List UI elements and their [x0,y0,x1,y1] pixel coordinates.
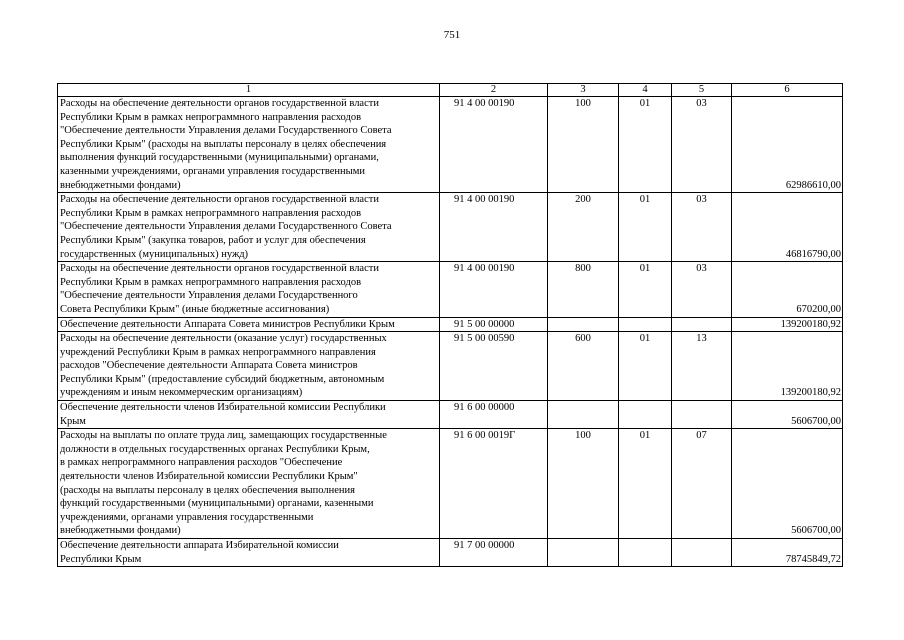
row-subsection: 03 [672,193,732,262]
row-subsection [672,317,732,332]
row-amount: 5606700,00 [732,429,843,539]
column-header: 4 [619,84,672,97]
table-row [58,539,843,567]
table-row [58,332,843,401]
row-section: 01 [619,332,672,401]
row-description: Обеспечение деятельности аппарата Избирательной комиссии Республики Крым [58,539,440,567]
row-target-code: 91 5 00 00000 [440,317,548,332]
row-expense-type: 100 [548,429,619,539]
row-section [619,317,672,332]
row-section [619,401,672,429]
row-target-code: 91 7 00 00000 [440,539,548,567]
column-header: 3 [548,84,619,97]
table-row [58,262,843,317]
row-expense-type [548,401,619,429]
row-target-code: 91 4 00 00190 [440,97,548,193]
row-expense-type: 100 [548,97,619,193]
row-section: 01 [619,262,672,317]
row-subsection [672,539,732,567]
column-header: 1 [58,84,440,97]
row-section [619,539,672,567]
row-target-code: 91 4 00 00190 [440,262,548,317]
row-target-code: 91 5 00 00590 [440,332,548,401]
row-amount: 78745849,72 [732,539,843,567]
row-description: Расходы на обеспечение деятельности органов государственной власти Республики Крым в рамках непрограммного направления расходов "Обеспечение деятельности Управления делами Государственного Совета Республики Крым" (закупка товаров, работ и услуг для обеспечения государственных (муниципальных) нужд) [58,193,440,262]
row-subsection: 03 [672,97,732,193]
budget-table [57,83,843,567]
column-header: 2 [440,84,548,97]
row-subsection: 07 [672,429,732,539]
row-section: 01 [619,97,672,193]
table-row [58,193,843,262]
column-header: 5 [672,84,732,97]
row-target-code: 91 6 00 0019Г [440,429,548,539]
row-description: Обеспечение деятельности Аппарата Совета министров Республики Крым [58,317,440,332]
column-header: 6 [732,84,843,97]
row-amount: 139200180,92 [732,332,843,401]
row-expense-type: 600 [548,332,619,401]
row-expense-type [548,317,619,332]
table-row [58,429,843,539]
row-description: Расходы на обеспечение деятельности (оказание услуг) государственных учреждений Республики Крым в рамках непрограммного направления расходов "Обеспечение деятельности Аппарата Совета министров Республики Крым" (предоставление субсидий бюджетным, автономным учреждениям и иным некоммерческим организациям) [58,332,440,401]
row-expense-type [548,539,619,567]
row-section: 01 [619,429,672,539]
table-row [58,401,843,429]
row-subsection: 13 [672,332,732,401]
row-amount: 670200,00 [732,262,843,317]
table-row [58,317,843,332]
row-amount: 62986610,00 [732,97,843,193]
row-description: Расходы на выплаты по оплате труда лиц, замещающих государственные должности в отдельных государственных органах Республики Крым, в рамках непрограммного направления расходов "Обеспечение деятельности членов Избирательной комиссии Республики Крым" (расходы на выплаты персоналу в целях обеспечения выполнения функций государственными (муниципальными) органами, казенными учреждениями, органами управления государственными внебюджетными фондами) [58,429,440,539]
row-amount: 139200180,92 [732,317,843,332]
row-subsection [672,401,732,429]
table-header-row [58,84,843,97]
row-target-code: 91 6 00 00000 [440,401,548,429]
page-number: 751 [443,29,461,41]
row-description: Расходы на обеспечение деятельности органов государственной власти Республики Крым в рамках непрограммного направления расходов "Обеспечение деятельности Управления делами Государственного Совета Республики Крым" (расходы на выплаты персоналу в целях обеспечения выполнения функций государственными (муниципальными) органами, казенными учреждениями, органами управления государственными внебюджетными фондами) [58,97,440,193]
row-target-code: 91 4 00 00190 [440,193,548,262]
table-row [58,97,843,193]
row-section: 01 [619,193,672,262]
row-description: Расходы на обеспечение деятельности органов государственной власти Республики Крым в рамках непрограммного направления расходов "Обеспечение деятельности Управления делами Государственного Совета Республики Крым" (иные бюджетные ассигнования) [58,262,440,317]
row-amount: 46816790,00 [732,193,843,262]
row-subsection: 03 [672,262,732,317]
row-expense-type: 200 [548,193,619,262]
row-expense-type: 800 [548,262,619,317]
row-amount: 5606700,00 [732,401,843,429]
row-description: Обеспечение деятельности членов Избирательной комиссии Республики Крым [58,401,440,429]
